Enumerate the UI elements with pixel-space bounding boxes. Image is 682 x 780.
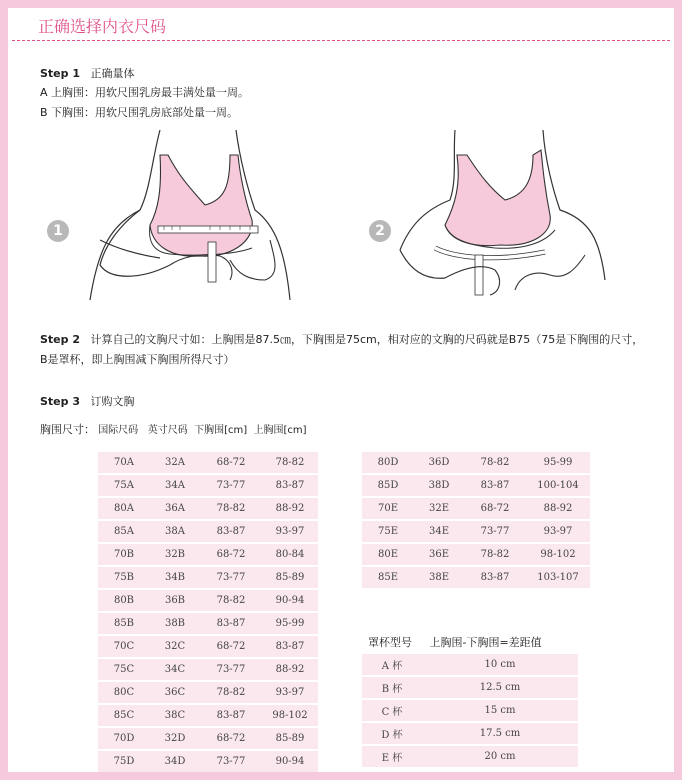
table-cell: 80D [362,452,414,473]
table-cell: 70B [98,544,150,565]
table-row [98,452,318,473]
table-cell: 34A [150,475,200,496]
table-cell: 93-97 [262,682,318,703]
table-cell: 36E [414,544,464,565]
step3-heading: Step 3 [40,395,80,408]
table-row [98,475,318,496]
table-cell: 10 cm [422,654,578,675]
table-row [362,723,578,744]
cup-header-diff: 上胸围-下胸围=差距值 [429,636,542,649]
step1-heading-row [40,65,135,81]
table-cell: 38B [150,613,200,634]
table-cell: 36B [150,590,200,611]
table-row [98,613,318,634]
table-cell: 80A [98,498,150,519]
measure-bust-illustration [80,130,300,305]
step1-line-b: B 下胸围：用软尺围乳房底部处量一周。 [40,106,239,119]
step2-line2: B是罩杯，即上胸围减下胸围所得尺寸） [40,353,235,366]
step1-heading: Step 1 [40,67,80,80]
table-cell: 85A [98,521,150,542]
size-label: 胸围尺寸： [40,423,95,436]
page-title: 正确选择内衣尺码 [38,17,167,36]
size-table-header [40,421,307,437]
table-cell: 12.5 cm [422,677,578,698]
table-cell: 80-84 [262,544,318,565]
table-cell: 32B [150,544,200,565]
step1-desc: 正确量体 [90,67,135,80]
table-row [98,682,318,703]
table-cell: 88-92 [526,498,590,519]
table-cell: 88-92 [262,498,318,519]
table-row [98,659,318,680]
col-header-underbust: 下胸围[cm] [194,425,248,436]
table-cell: 85D [362,475,414,496]
table-cell: 83-87 [200,521,262,542]
table-cell: 70E [362,498,414,519]
table-cell: 73-77 [200,751,262,772]
table-cell: 78-82 [200,498,262,519]
step2-line1: 计算自己的文胸尺寸如：上胸围是87.5㎝，下胸围是75cm，相对应的文胸的尺码就是B75（75是下胸围的尺寸， [90,333,644,346]
col-header-inch: 英寸尺码 [147,425,188,436]
table-cell: 34B [150,567,200,588]
table-cell: 90-94 [262,751,318,772]
table-row [362,475,590,496]
measure-underbust-illustration [395,130,615,305]
table-cell: 83-87 [262,475,318,496]
title-divider [12,40,670,41]
step3-heading-row [40,393,135,409]
table-cell: 34D [150,751,200,772]
table-cell: 38A [150,521,200,542]
table-cell: 34C [150,659,200,680]
table-cell: 36D [414,452,464,473]
table-cell: 83-87 [464,475,526,496]
table-cell: 70C [98,636,150,657]
table-row [362,567,590,588]
table-row [98,728,318,749]
table-cell: 90-94 [262,590,318,611]
table-cell: 38D [414,475,464,496]
step3-desc: 订购文胸 [90,395,135,408]
table-cell: 73-77 [200,659,262,680]
table-cell: 73-77 [464,521,526,542]
cup-header-type: 罩杯型号 [368,636,412,649]
table-cell: 80E [362,544,414,565]
table-row [362,677,578,698]
table-row [362,452,590,473]
table-cell: 68-72 [200,636,262,657]
table-cell: A 杯 [362,654,422,675]
table-cell: 68-72 [464,498,526,519]
table-row [362,544,590,565]
table-cell: 83-87 [200,705,262,726]
table-cell: 85B [98,613,150,634]
table-cell: C 杯 [362,700,422,721]
table-cell: 88-92 [262,659,318,680]
table-row [362,700,578,721]
table-row [362,654,578,675]
table-cell: B 杯 [362,677,422,698]
table-cell: 98-102 [262,705,318,726]
table-row [98,590,318,611]
size-table-right [362,450,590,590]
table-cell: 70A [98,452,150,473]
table-cell: 83-87 [262,636,318,657]
cup-table-header [368,634,542,650]
table-row [362,746,578,767]
table-row [98,544,318,565]
table-cell: 93-97 [262,521,318,542]
table-cell: 68-72 [200,544,262,565]
table-cell: 75D [98,751,150,772]
table-cell: 75C [98,659,150,680]
table-cell: 78-82 [464,544,526,565]
table-cell: E 杯 [362,746,422,767]
table-cell: 80B [98,590,150,611]
table-cell: 73-77 [200,475,262,496]
table-cell: 70D [98,728,150,749]
table-cell: 85C [98,705,150,726]
step1-line-a: A 上胸围：用软尺围乳房最丰满处量一周。 [40,86,250,99]
table-cell: 32D [150,728,200,749]
table-row [362,498,590,519]
table-cell: 95-99 [262,613,318,634]
table-cell: 73-77 [200,567,262,588]
table-cell: 78-82 [464,452,526,473]
step2-line1-row [40,331,643,347]
table-cell: 32C [150,636,200,657]
table-row [98,751,318,772]
table-cell: 85E [362,567,414,588]
table-row [98,567,318,588]
table-cell: 83-87 [464,567,526,588]
figure-1-number: 1 [47,220,69,242]
table-cell: 32A [150,452,200,473]
table-cell: 38E [414,567,464,588]
table-cell: 15 cm [422,700,578,721]
table-cell: 36C [150,682,200,703]
table-cell: 75E [362,521,414,542]
table-cell: 100-104 [526,475,590,496]
col-header-intl: 国际尺码 [98,425,139,436]
table-row [362,521,590,542]
table-cell: 38C [150,705,200,726]
table-cell: 75B [98,567,150,588]
table-cell: 34E [414,521,464,542]
table-cell: 93-97 [526,521,590,542]
table-row [98,498,318,519]
table-cell: 103-107 [526,567,590,588]
table-cell: 85-89 [262,567,318,588]
table-cell: 78-82 [200,590,262,611]
figure-2-number: 2 [369,220,391,242]
table-cell: 98-102 [526,544,590,565]
table-cell: 78-82 [262,452,318,473]
step2-heading: Step 2 [40,333,80,346]
table-cell: 95-99 [526,452,590,473]
table-cell: 32E [414,498,464,519]
table-cell: 78-82 [200,682,262,703]
table-row [98,636,318,657]
table-cell: 85-89 [262,728,318,749]
cup-table [362,652,578,769]
table-cell: 68-72 [200,728,262,749]
col-header-bust: 上胸围[cm] [253,425,307,436]
table-cell: 83-87 [200,613,262,634]
size-table-left [98,450,318,774]
table-cell: 80C [98,682,150,703]
table-row [98,705,318,726]
table-cell: D 杯 [362,723,422,744]
table-cell: 68-72 [200,452,262,473]
table-cell: 75A [98,475,150,496]
table-row [98,521,318,542]
table-cell: 20 cm [422,746,578,767]
table-cell: 17.5 cm [422,723,578,744]
table-cell: 36A [150,498,200,519]
